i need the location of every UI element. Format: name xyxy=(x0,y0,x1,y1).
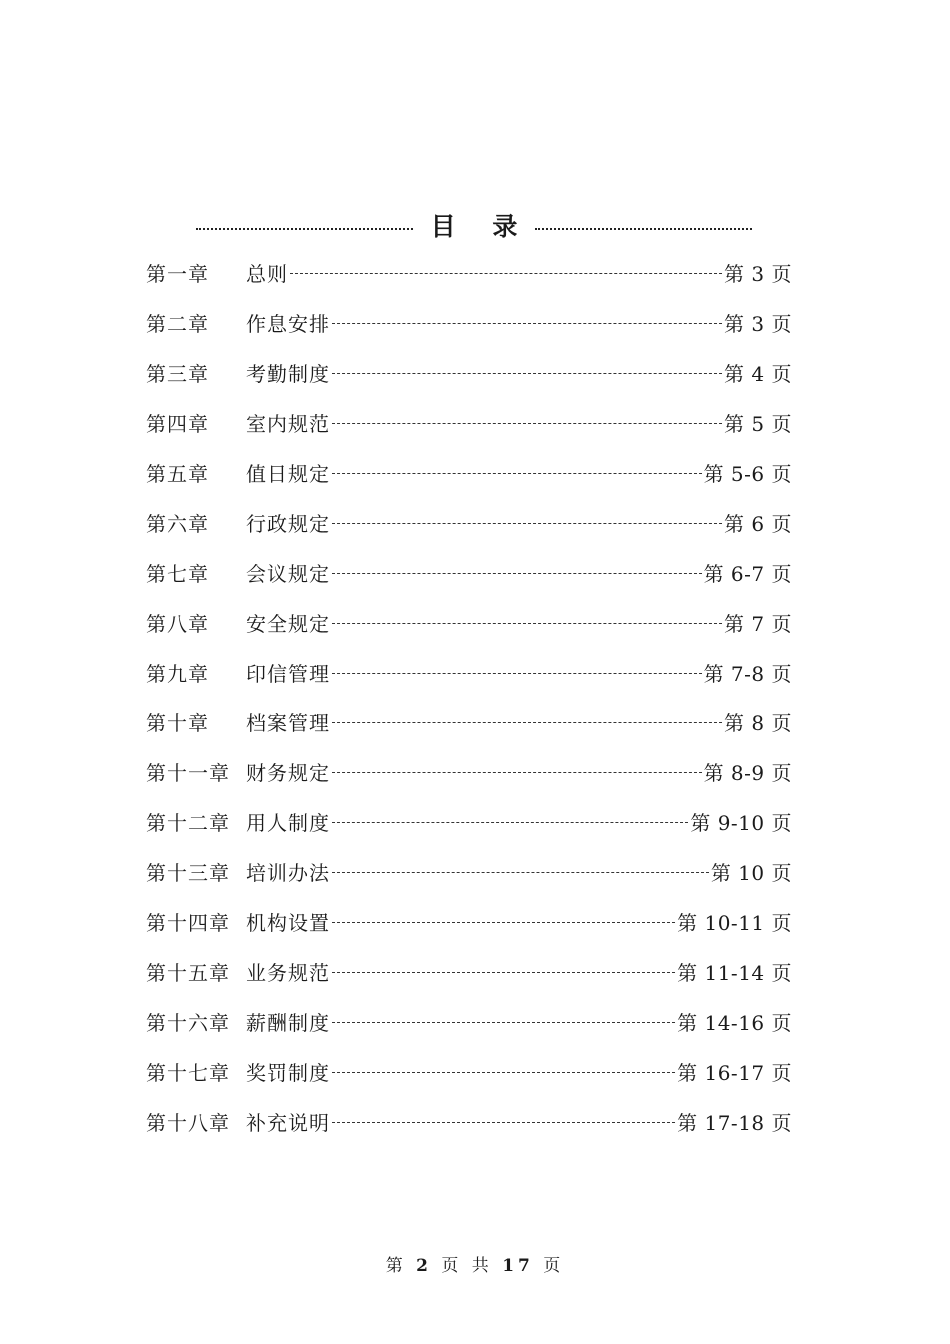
toc-page-ref: 第 8-9 页 xyxy=(703,761,792,786)
toc-chapter-label: 第十四章 xyxy=(146,911,230,936)
toc-page-ref: 第 11-14 页 xyxy=(677,960,792,985)
toc-chapter-label: 第七章 xyxy=(146,561,209,586)
toc-chapter-title: 档案管理 xyxy=(246,711,330,736)
toc-chapter-label: 第十章 xyxy=(146,711,209,736)
toc-chapter-label: 第五章 xyxy=(146,462,209,486)
toc-page-ref: 第 6-7 页 xyxy=(703,561,792,586)
toc-chapter-title: 用人制度 xyxy=(246,811,330,836)
toc-page-ref: 第 5-6 页 xyxy=(703,462,792,486)
toc-entry[interactable] xyxy=(146,897,792,947)
toc-chapter-label: 第三章 xyxy=(146,362,209,387)
toc-leader-line xyxy=(332,1072,675,1073)
toc-chapter-label: 第一章 xyxy=(146,262,209,287)
toc-entry[interactable] xyxy=(146,348,792,398)
page-footer xyxy=(0,1251,950,1276)
toc-entry[interactable] xyxy=(146,847,792,897)
toc-page-ref: 第 6 页 xyxy=(724,511,792,536)
toc-chapter-label: 第十一章 xyxy=(146,761,230,786)
toc-entry[interactable] xyxy=(146,1046,792,1096)
toc-page-ref: 第 10-11 页 xyxy=(677,911,792,936)
toc-leader-line xyxy=(332,972,675,973)
toc-chapter-label: 第九章 xyxy=(146,661,209,686)
footer-prefix: 第 xyxy=(385,1256,407,1276)
toc-chapter-title: 室内规范 xyxy=(246,412,330,437)
toc-leader-line xyxy=(332,772,702,773)
footer-total-pages: 17 xyxy=(502,1256,534,1276)
toc-page-ref: 第 9-10 页 xyxy=(690,811,792,836)
toc-entry[interactable] xyxy=(146,1096,792,1146)
toc-entry[interactable] xyxy=(146,298,792,348)
toc-list xyxy=(146,248,792,1146)
toc-chapter-label: 第十六章 xyxy=(146,1010,230,1035)
toc-entry[interactable] xyxy=(146,697,792,747)
toc-chapter-title: 考勤制度 xyxy=(246,362,330,387)
toc-leader-line xyxy=(332,573,702,574)
toc-chapter-title: 机构设置 xyxy=(246,911,330,936)
toc-entry[interactable] xyxy=(146,597,792,647)
toc-chapter-title: 培训办法 xyxy=(246,861,330,886)
heading-right-dots xyxy=(535,226,752,230)
toc-leader-line xyxy=(332,623,722,624)
toc-page-ref: 第 17-18 页 xyxy=(677,1110,792,1135)
toc-chapter-label: 第十八章 xyxy=(146,1110,230,1135)
toc-heading xyxy=(196,203,752,247)
toc-title: 目 录 xyxy=(430,212,532,241)
toc-leader-line xyxy=(332,722,722,723)
toc-leader-line xyxy=(290,273,722,274)
toc-entry[interactable] xyxy=(146,248,792,298)
toc-chapter-label: 第十三章 xyxy=(146,861,230,886)
toc-chapter-title: 印信管理 xyxy=(246,661,330,686)
toc-entry[interactable] xyxy=(146,797,792,847)
toc-chapter-title: 补充说明 xyxy=(246,1110,330,1135)
toc-page-ref: 第 16-17 页 xyxy=(677,1060,792,1085)
toc-leader-line xyxy=(332,323,722,324)
toc-entry[interactable] xyxy=(146,747,792,797)
toc-leader-line xyxy=(332,872,709,873)
toc-page-ref: 第 14-16 页 xyxy=(677,1010,792,1035)
toc-chapter-title: 行政规定 xyxy=(246,511,330,536)
toc-chapter-label: 第八章 xyxy=(146,611,209,636)
toc-page-ref: 第 8 页 xyxy=(724,711,792,736)
toc-entry[interactable] xyxy=(146,547,792,597)
toc-chapter-title: 业务规范 xyxy=(246,960,330,985)
toc-entry[interactable] xyxy=(146,497,792,547)
toc-page-ref: 第 7-8 页 xyxy=(703,661,792,686)
toc-page-ref: 第 4 页 xyxy=(724,362,792,387)
toc-page-ref: 第 3 页 xyxy=(724,312,792,337)
toc-chapter-label: 第十五章 xyxy=(146,960,230,985)
toc-page-ref: 第 10 页 xyxy=(710,861,792,886)
toc-entry[interactable] xyxy=(146,996,792,1046)
toc-entry[interactable] xyxy=(146,946,792,996)
toc-chapter-title: 安全规定 xyxy=(246,611,330,636)
toc-entry[interactable] xyxy=(146,647,792,697)
toc-chapter-label: 第十二章 xyxy=(146,811,230,836)
toc-leader-line xyxy=(332,423,722,424)
toc-chapter-label: 第六章 xyxy=(146,511,209,536)
toc-leader-line xyxy=(332,922,675,923)
toc-leader-line xyxy=(332,373,722,374)
toc-chapter-title: 总则 xyxy=(246,262,288,287)
toc-chapter-title: 奖罚制度 xyxy=(246,1060,330,1085)
toc-chapter-title: 会议规定 xyxy=(246,561,330,586)
toc-chapter-title: 值日规定 xyxy=(246,462,330,486)
toc-page-ref: 第 7 页 xyxy=(724,611,792,636)
toc-chapter-label: 第四章 xyxy=(146,412,209,437)
toc-leader-line xyxy=(332,822,688,823)
toc-leader-line xyxy=(332,673,702,674)
heading-left-dots xyxy=(196,226,413,230)
toc-chapter-title: 作息安排 xyxy=(246,312,330,337)
toc-leader-line xyxy=(332,1022,675,1023)
footer-suffix: 页 xyxy=(543,1256,565,1276)
toc-chapter-title: 薪酬制度 xyxy=(246,1010,330,1035)
toc-chapter-label: 第二章 xyxy=(146,312,209,337)
toc-chapter-title: 财务规定 xyxy=(246,761,330,786)
toc-entry[interactable] xyxy=(146,398,792,448)
toc-leader-line xyxy=(332,523,722,524)
toc-chapter-label: 第十七章 xyxy=(146,1060,230,1085)
toc-page-ref: 第 3 页 xyxy=(724,262,792,287)
toc-page-ref: 第 5 页 xyxy=(724,412,792,437)
footer-middle: 页 共 xyxy=(441,1256,493,1276)
footer-current-page: 2 xyxy=(416,1256,432,1276)
toc-leader-line xyxy=(332,473,702,474)
toc-leader-line xyxy=(332,1122,675,1123)
toc-entry[interactable] xyxy=(146,448,792,498)
